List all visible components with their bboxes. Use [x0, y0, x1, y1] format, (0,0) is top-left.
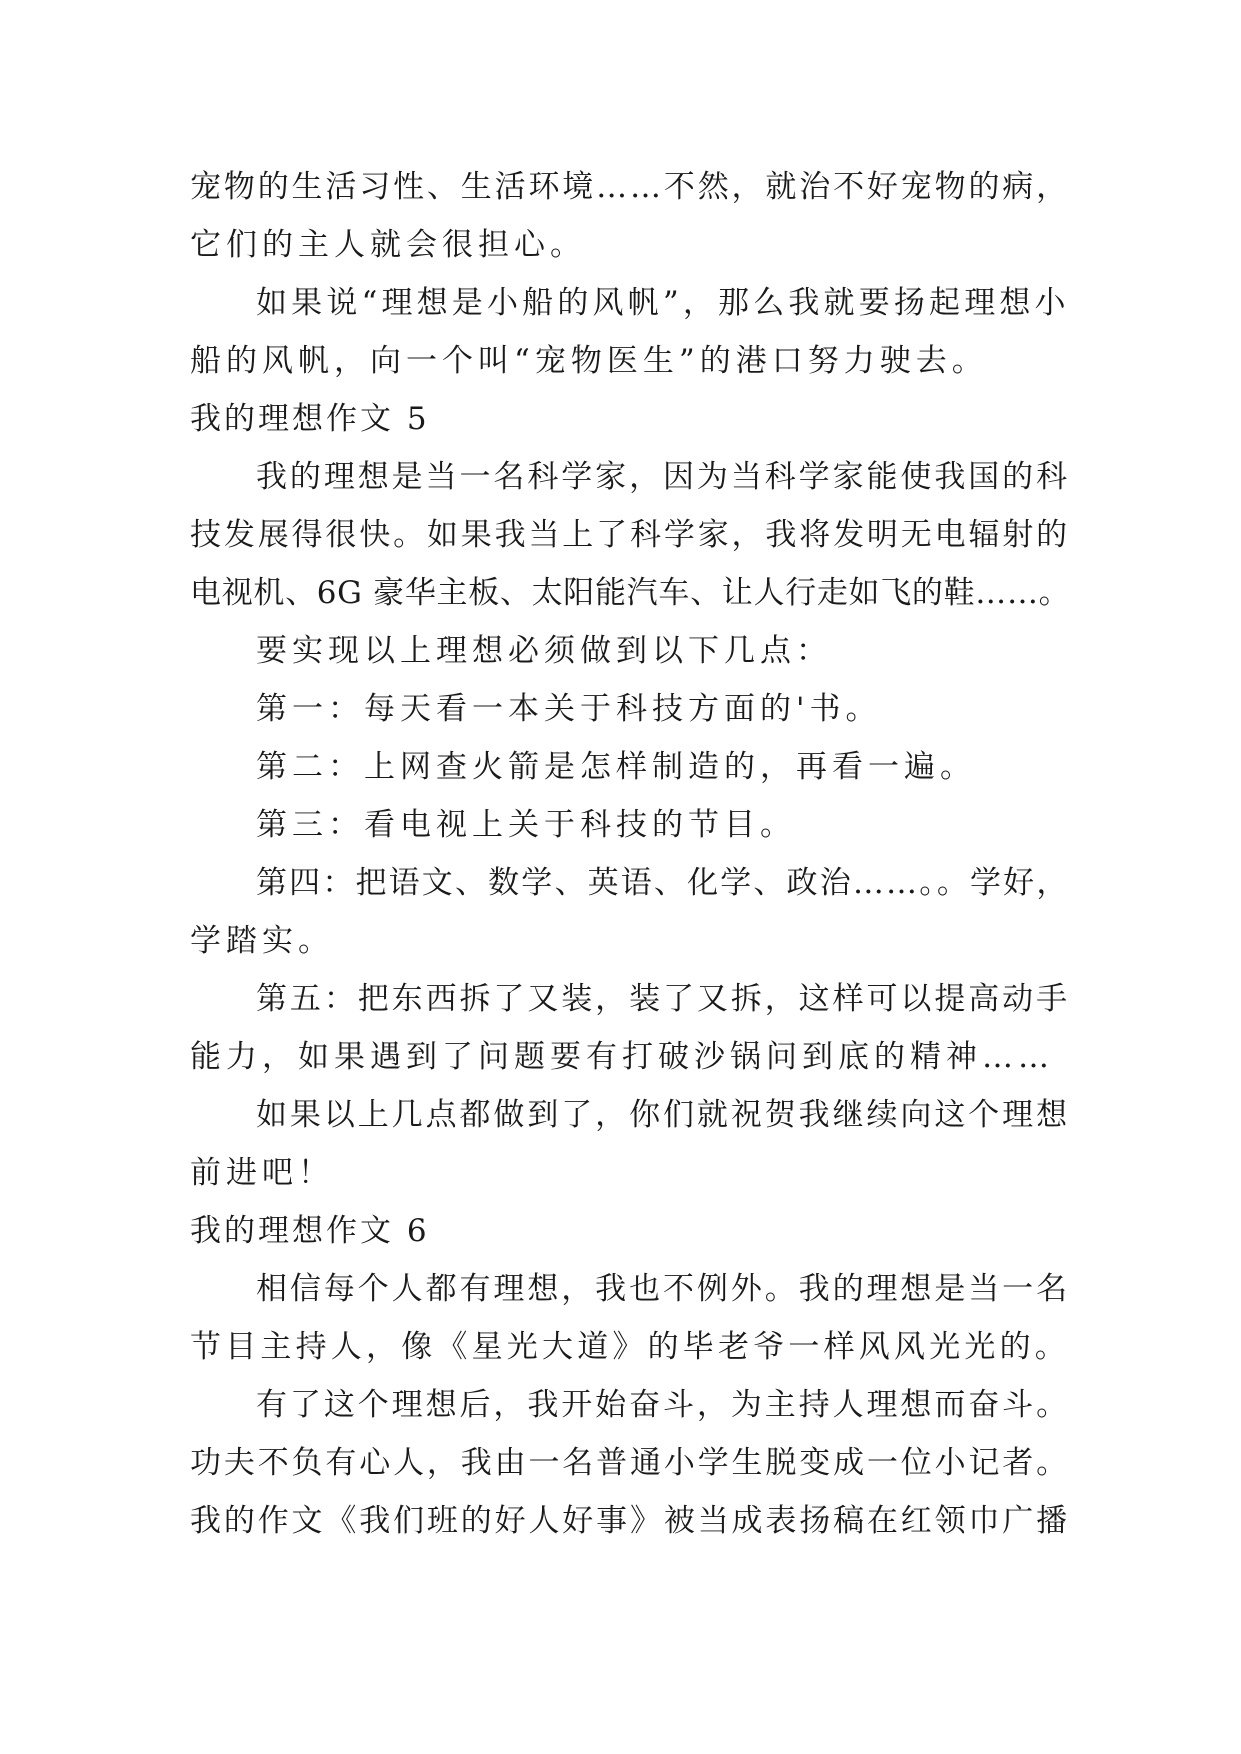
paragraph-line: 宠物的生活习性、生活环境……不然，就治不好宠物的病，: [190, 169, 1070, 205]
paragraph-line: 节目主持人，像《星光大道》的毕老爷一样风风光光的。: [190, 1329, 1070, 1365]
paragraph-line: 我的理想是当一名科学家，因为当科学家能使我国的科: [256, 459, 1070, 495]
paragraph-line: 技发展得很快。如果我当上了科学家，我将发明无电辐射的: [190, 517, 1070, 553]
paragraph-line: 有了这个理想后，我开始奋斗，为主持人理想而奋斗。: [256, 1387, 1070, 1423]
paragraph-line: 前进吧！: [190, 1155, 334, 1191]
paragraph-line: 功夫不负有心人，我由一名普通小学生脱变成一位小记者。: [190, 1445, 1070, 1481]
paragraph-line: 如果说“理想是小船的风帆”，那么我就要扬起理想小: [256, 285, 1070, 321]
essay-heading-6: 我的理想作文 6: [190, 1213, 430, 1249]
paragraph-line: 我的作文《我们班的好人好事》被当成表扬稿在红领巾广播: [190, 1503, 1070, 1539]
paragraph-line: 船的风帆，向一个叫“宠物医生”的港口努力驶去。: [190, 343, 988, 379]
list-item: 第二：上网查火箭是怎样制造的，再看一遍。: [256, 749, 976, 785]
list-item: 第五：把东西拆了又装，装了又拆，这样可以提高动手: [256, 981, 1070, 1017]
list-item: 第三：看电视上关于科技的节目。: [256, 807, 796, 843]
paragraph-line: 如果以上几点都做到了，你们就祝贺我继续向这个理想: [256, 1097, 1070, 1133]
paragraph-line: 电视机、6G 豪华主板、太阳能汽车、让人行走如飞的鞋……。: [190, 575, 1071, 611]
list-item: 第一：每天看一本关于科技方面的'书。: [256, 691, 882, 727]
essay-heading-5: 我的理想作文 5: [190, 401, 430, 437]
paragraph-line: 学踏实。: [190, 923, 334, 959]
list-item: 第四：把语文、数学、英语、化学、政治……。。学好，: [256, 865, 1070, 901]
paragraph-line: 相信每个人都有理想，我也不例外。我的理想是当一名: [256, 1271, 1070, 1307]
paragraph-line: 要实现以上理想必须做到以下几点：: [256, 633, 832, 669]
paragraph-line: 能力，如果遇到了问题要有打破沙锅问到底的精神……: [190, 1039, 1054, 1075]
paragraph-line: 它们的主人就会很担心。: [190, 227, 586, 263]
